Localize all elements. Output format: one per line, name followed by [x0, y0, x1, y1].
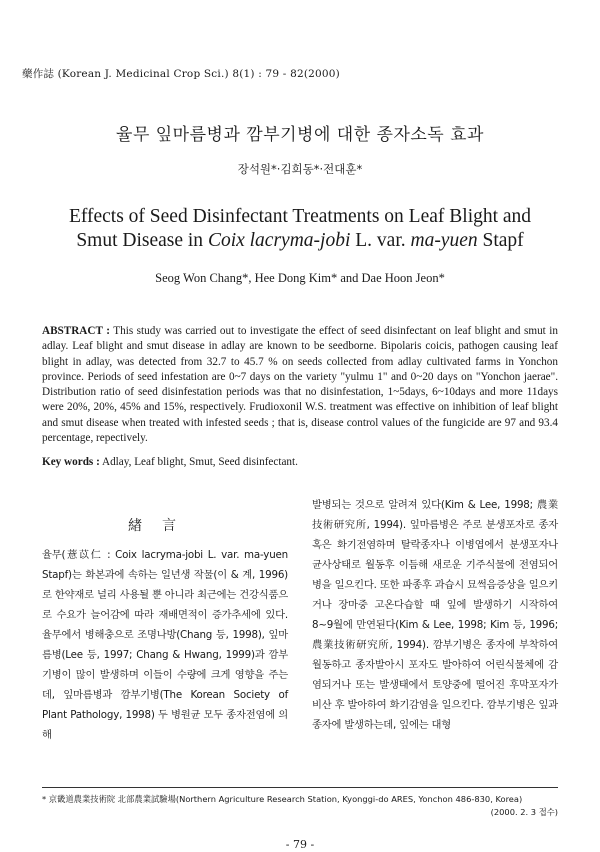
received-date: (2000. 2. 3 접수)	[490, 807, 558, 817]
body-right-column	[312, 495, 558, 735]
abstract	[42, 324, 558, 446]
english-title-part4: Stapf	[477, 230, 524, 251]
section-heading-introduction: 緖言	[128, 518, 196, 534]
korean-title: 율무 잎마름병과 깜부기병에 대한 종자소독 효과	[116, 125, 484, 145]
english-title-species: Coix lacryma-jobi	[207, 230, 351, 251]
journal-reference: 藥作誌 (Korean J. Medicinal Crop Sci.) 8(1) : 79 - 82(2000)	[22, 68, 340, 80]
abstract-label: ABSTRACT :	[42, 325, 110, 337]
keywords	[42, 456, 558, 468]
english-title-line1: Effects of Seed Disinfectant Treatments on Leaf Blight and	[68, 206, 532, 227]
footnote-divider	[42, 787, 558, 788]
english-title-variety: ma-yuen	[410, 230, 478, 251]
english-title-part2: Smut Disease in	[76, 230, 208, 251]
keywords-text: Adlay, Leaf blight, Smut, Seed disinfectant.	[101, 456, 298, 468]
right-column-paragraph: 발병되는 것으로 알려져 있다(Kim & Lee, 1998; 農業技術研究所, 1994). 잎마름병은 주로 분생포자로 종자 혹은 화기전염하며 탈락종자나 이병엽에서 분생포자나 균사상태로 월동후 이듬해 새로운 기주식물에 전염되어 병을 일으킨다. 또한 파종후 과습시 묘썩음증상을 일으키거나 장마중 고온다습할 때 잎에 발생하기 시작하여 8~9월에 만연된다(Kim & Lee, 1998; Kim 등, 1996; 農業技術研究所, 1994). 깜부기병은 종자에 부착하여 월동하고 종자발아시 포자도 발아하여 어린식물체에 감염되거나 또는 발생태에서 토양중에 떨어진 후막포자가 비산 후 발아하여 화기감염을 일으킨다. 깜부기병은 잎과 종자에 발생하는데, 잎에는 대형	[312, 499, 558, 731]
left-column-paragraph: 율무(薏苡仁 : Coix lacryma-jobi L. var. ma-yuen Stapf)는 화본과에 속하는 일년생 작물(이 & 계, 1996)로 한약재로 널리 사용될 뿐 아니라 최근에는 건강식품으로 수요가 늘어감에 따라 재배면적이 증가추세에 있다. 율무에서 병해충으로 조명나방(Chang 등, 1998), 잎마름병(Lee 등, 1997; Chang & Hwang, 1999)과 깜부기병이 많이 발생하며 이들이 수량에 크게 영향을 주는데, 잎마름병과 깜부기병(The Korean Society of Plant Pathology, 1998) 두 병원균 모두 종자전염에 의해	[42, 549, 288, 741]
korean-authors: 장석원*·김희동*·전대훈*	[237, 162, 363, 176]
keywords-label: Key words :	[42, 456, 100, 468]
page-number: - 79 -	[285, 838, 315, 851]
body-left-column	[42, 545, 288, 745]
english-title	[40, 205, 560, 253]
english-authors: Seog Won Chang*, Hee Dong Kim* and Dae Hoon Jeon*	[155, 271, 445, 285]
english-title-part3: L. var.	[350, 230, 411, 251]
footnote-affiliation: * 京畿道農業技術院 北部農業試驗場(Northern Agriculture Research Station, Kyonggi-do ARES, Yonchon 486-830, Korea)	[42, 794, 523, 804]
abstract-text: This study was carried out to investigate the effect of seed disinfectant on leaf blight and smut in adlay. Leaf blight and smut disease in adlay are known to be seedborne. Bipolaris coicis, pathogen causing leaf blight in adlay, was detected from 32.7 to 45.7 % on seeds collected from adlay cultivated farms in Yonchon province. Periods of seed infestation are 0~7 days on the variety "yulmu 1" and 0~20 days on "Yonchon jaerae". Distribution ratio of seed disinfestation periods was that no disinfestation, 1~5days, 6~10days and more 11days were 20%, 20%, 45% and 15%, respectively. Frudioxonil W.S. treatment was effective on inhibition of leaf blight and smut disease when treated with infested seeds ; that is, disease control values of the fungicide are 97 and 93.4 percentage, repectively.	[42, 325, 558, 445]
